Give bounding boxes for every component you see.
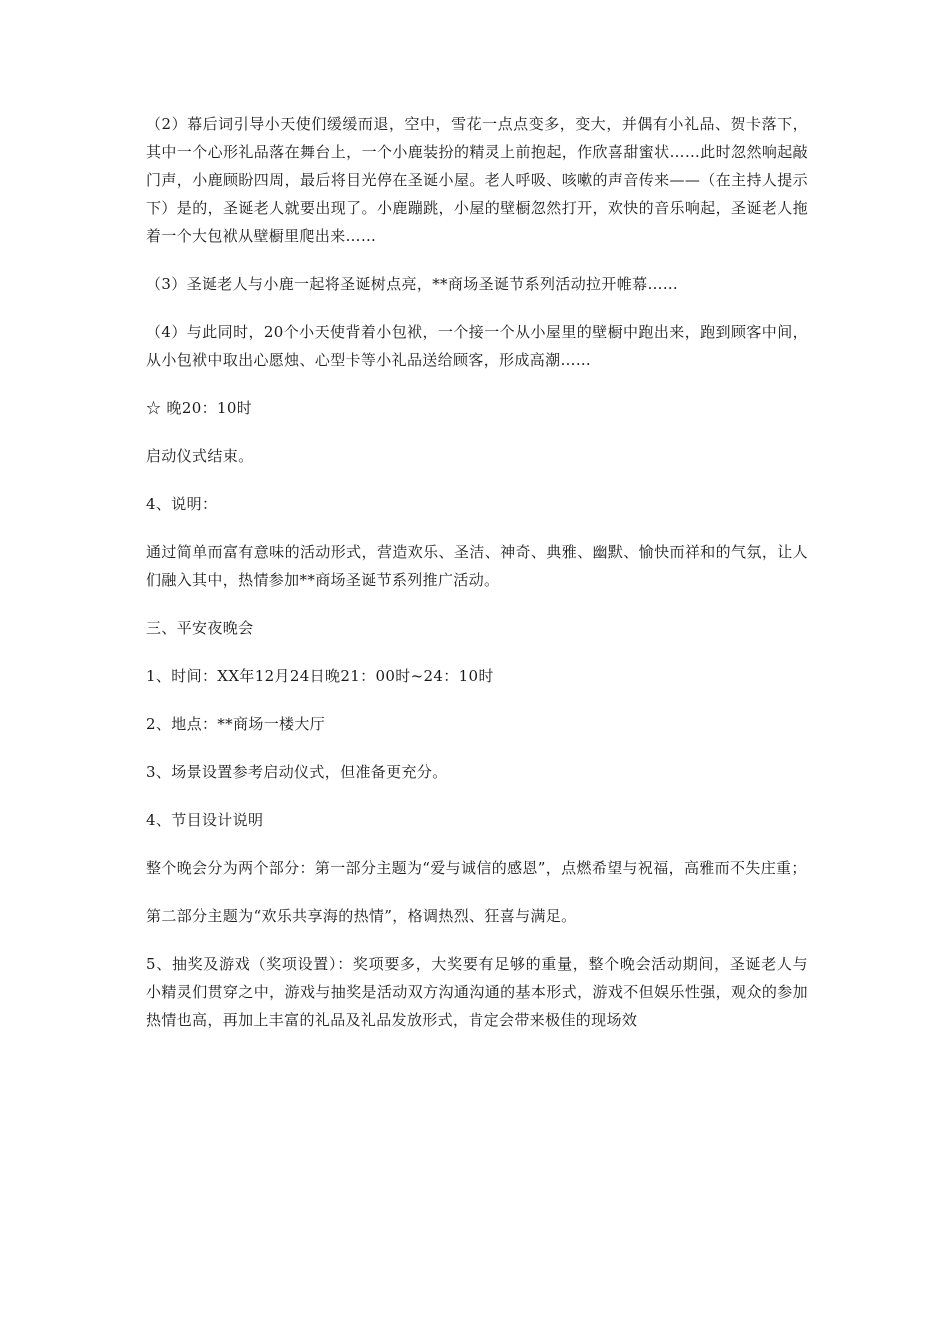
document-page <box>146 110 808 1054</box>
item-time: 1、时间：XX年12月24日晚21：00时~24：10时 <box>146 667 494 685</box>
item-scene: 3、场景设置参考启动仪式，但准备更充分。 <box>146 763 448 781</box>
section-heading-eve-party: 三、平安夜晚会 <box>146 619 254 637</box>
time-marker: ☆ 晚20：10时 <box>146 399 253 417</box>
section-note-heading: 4、说明： <box>146 495 218 513</box>
program-part-one: 整个晚会分为两个部分：第一部分主题为“爱与诚信的感恩”，点燃希望与祝福，高雅而不失庄重； <box>146 859 807 877</box>
item-program-heading: 4、节目设计说明 <box>146 811 264 829</box>
paragraph-stage-2: （2）幕后词引导小天使们缓缓而退，空中，雪花一点点变多，变大，并偶有小礼品、贺卡落下，其中一个心形礼品落在舞台上，一个小鹿装扮的精灵上前抱起，作欣喜甜蜜状……此时忽然响起敲门声，小鹿顾盼四周，最后将目光停在圣诞小屋。老人呼吸、咳嗽的声音传来——（在主持人提示下）是的，圣诞老人就要出现了。小鹿蹦跳，小屋的壁橱忽然打开，欢快的音乐响起，圣诞老人拖着一个大包袱从壁橱里爬出来…… <box>146 115 808 245</box>
item-location: 2、地点：**商场一楼大厅 <box>146 715 326 733</box>
paragraph-stage-3: （3）圣诞老人与小鹿一起将圣诞树点亮，**商场圣诞节系列活动拉开帷幕…… <box>146 275 679 293</box>
lottery-games-paragraph: 5、抽奖及游戏（奖项设置）：奖项要多，大奖要有足够的重量，整个晚会活动期间，圣诞老人与小精灵们贯穿之中，游戏与抽奖是活动双方沟通沟通的基本形式，游戏不但娱乐性强，观众的参加热情也高，再加上丰富的礼品及礼品发放形式，肯定会带来极佳的现场效 <box>146 955 808 1029</box>
ceremony-end: 启动仪式结束。 <box>146 447 254 465</box>
paragraph-stage-4: （4）与此同时，20个小天使背着小包袱，一个接一个从小屋里的壁橱中跑出来，跑到顾客中间，从小包袱中取出心愿烛、心型卡等小礼品送给顾客，形成高潮…… <box>146 323 808 369</box>
program-part-two: 第二部分主题为“欢乐共享海的热情”，格调热烈、狂喜与满足。 <box>146 907 577 925</box>
note-paragraph: 通过简单而富有意味的活动形式，营造欢乐、圣洁、神奇、典雅、幽默、愉快而祥和的气氛，让人们融入其中，热情参加**商场圣诞节系列推广活动。 <box>146 543 808 589</box>
